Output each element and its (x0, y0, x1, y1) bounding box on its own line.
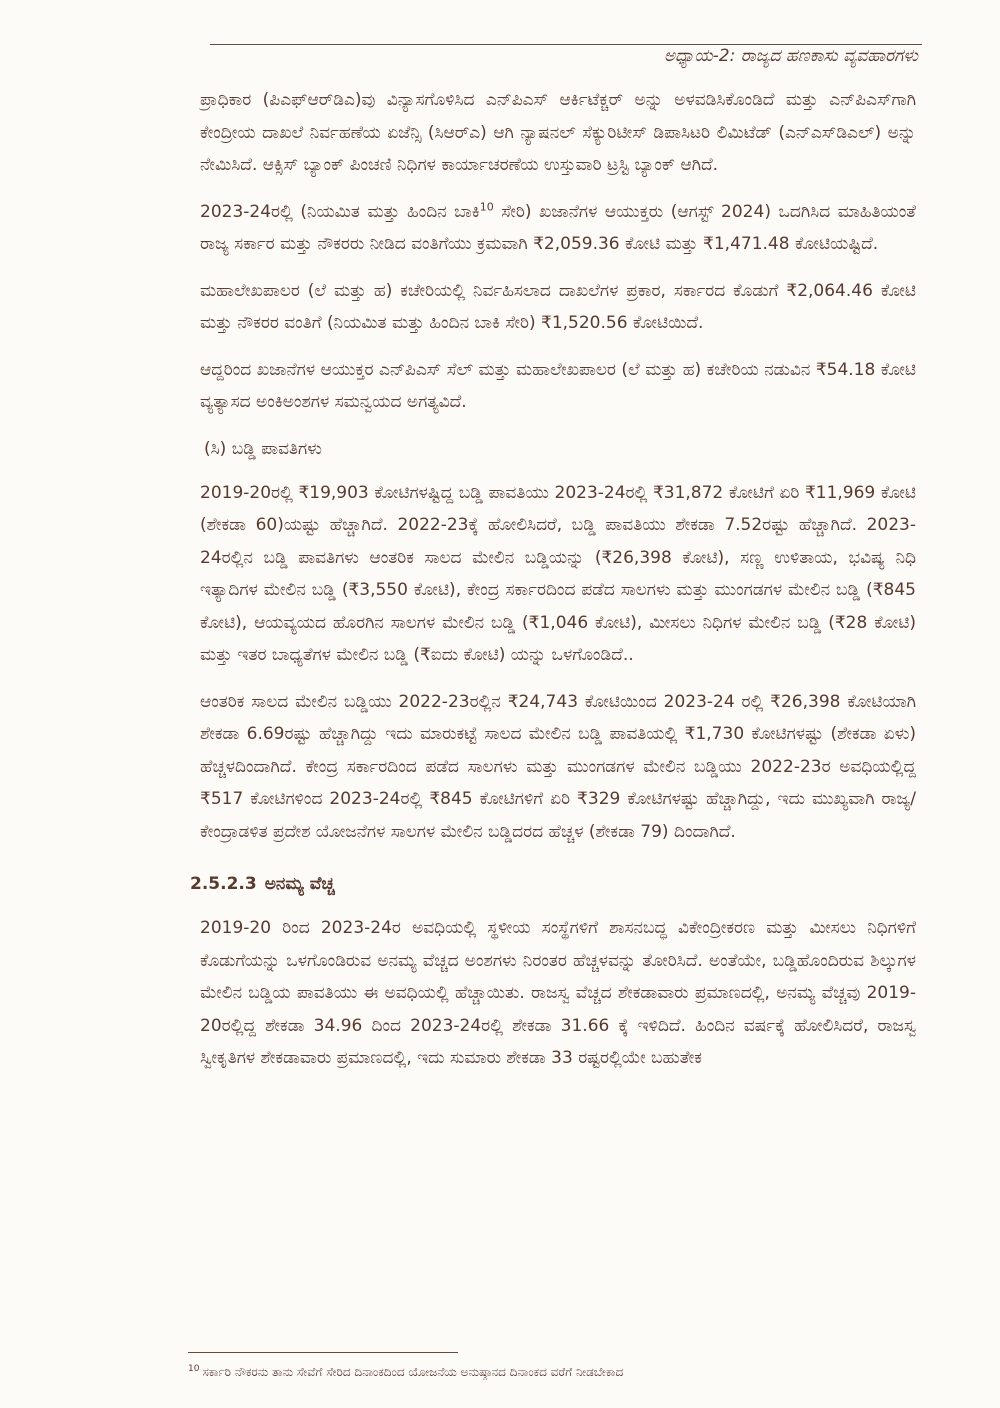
paragraph-committed-expenditure: 2019-20 ರಿಂದ 2023-24ರ ಅವಧಿಯಲ್ಲಿ ಸ್ಥಳೀಯ ಸಂಸ್ಥೆಗಳಿಗೆ ಶಾಸನಬದ್ಧ ವಿಕೇಂದ್ರೀಕರಣ ಮತ್ತು ಮೀಸಲು ನಿಧಿಗಳಿಗೆ ಕೊಡುಗೆಯನ್ನು ಒಳಗೊಂಡಿರುವ ಅನಮ್ಯ ವೆಚ್ಚದ ಅಂಶಗಳು ನಿರಂತರ ಹೆಚ್ಚಳವನ್ನು ತೋರಿಸಿದೆ. ಅಂತೆಯೇ, ಬಡ್ಡಿಹೊಂದಿರುವ ಶಿಲ್ಕುಗಳ ಮೇಲಿನ ಬಡ್ಡಿಯ ಪಾವತಿಯು ಈ ಅವಧಿಯಲ್ಲಿ ಹೆಚ್ಚಾಯಿತು. ರಾಜಸ್ವ ವೆಚ್ಚದ ಶೇಕಡಾವಾರು ಪ್ರಮಾಣದಲ್ಲಿ, ಅನಮ್ಯ ವೆಚ್ಚವು 2019-20ರಲ್ಲಿದ್ದ ಶೇಕಡಾ 34.96 ದಿಂದ 2023-24ರಲ್ಲಿ ಶೇಕಡಾ 31.66 ಕ್ಕೆ ಇಳಿದಿದೆ. ಹಿಂದಿನ ವರ್ಷಕ್ಕೆ ಹೋಲಿಸಿದರೆ, ರಾಜಸ್ವ ಸ್ವೀಕೃತಿಗಳ ಶೇಕಡಾವಾರು ಪ್ರಮಾಣದಲ್ಲಿ, ಇದು ಸುಮಾರು ಶೇಕಡಾ 33 ರಷ್ಟರಲ್ಲಿಯೇ ಬಹುತೇಕ (200, 918, 916, 1068)
paragraph-ag-records: ಮಹಾಲೇಖಪಾಲರ (ಲೆ ಮತ್ತು ಹ) ಕಚೇರಿಯಲ್ಲಿ ನಿರ್ವಹಿಸಲಾದ ದಾಖಲೆಗಳ ಪ್ರಕಾರ, ಸರ್ಕಾರದ ಕೊಡುಗೆ ₹2,064.46 ಕೋಟಿ ಮತ್ತು ನೌಕರರ ವಂತಿಗೆ (ನಿಯಮಿತ ಮತ್ತು ಹಿಂದಿನ ಬಾಕಿ ಸೇರಿ) ₹1,520.56 ಕೋಟಿಯಿದೆ. (200, 280, 916, 333)
section-number: 2.5.2.3 (190, 874, 257, 894)
sub-heading-interest-payments: (ಸಿ) ಬಡ್ಡಿ ಪಾವತಿಗಳು (204, 438, 322, 459)
footnote-marker: 10 (188, 1364, 200, 1374)
footnote-text: ಸರ್ಕಾರಿ ನೌಕರನು ತಾನು ಸೇವೆಗೆ ಸೇರಿದ ದಿನಾಂಕದಿಂದ ಯೋಜನೆಯ ಅನುಷ್ಠಾನದ ದಿನಾಂಕದ ವರೆಗೆ ನೀಡಬೇಕಾದ (202, 1365, 624, 1379)
footnote-rule (188, 1352, 458, 1353)
paragraph-internal-debt-interest: ಆಂತರಿಕ ಸಾಲದ ಮೇಲಿನ ಬಡ್ಡಿಯು 2022-23ರಲ್ಲಿನ ₹24,743 ಕೋಟಿಯಿಂದ 2023-24 ರಲ್ಲಿ ₹26,398 ಕೋಟಿಯಾಗಿ ಶೇಕಡಾ 6.69ರಷ್ಟು ಹೆಚ್ಚಾಗಿದ್ದು ಇದು ಮಾರುಕಟ್ಟೆ ಸಾಲದ ಮೇಲಿನ ಬಡ್ಡಿ ಪಾವತಿಯಲ್ಲಿ ₹1,730 ಕೋಟಿಗಳಷ್ಟು (ಶೇಕಡಾ ಏಳು) ಹೆಚ್ಚಳದಿಂದಾಗಿದೆ. ಕೇಂದ್ರ ಸರ್ಕಾರದಿಂದ ಪಡೆದ ಸಾಲಗಳು ಮತ್ತು ಮುಂಗಡಗಳ ಮೇಲಿನ ಬಡ್ಡಿಯು 2022-23ರ ಅವಧಿಯಲ್ಲಿದ್ದ ₹517 ಕೋಟಿಗಳಿಂದ 2023-24ರಲ್ಲಿ ₹845 ಕೋಟಿಗಳಿಗೆ ಏರಿ ₹329 ಕೋಟಿಗಳಷ್ಟು ಹೆಚ್ಚಾಗಿದ್ದು, ಇದು ಮುಖ್ಯವಾಗಿ ರಾಜ್ಯ/ಕೇಂದ್ರಾಡಳಿತ ಪ್ರದೇಶ ಯೋಜನೆಗಳ ಸಾಲಗಳ ಮೇಲಿನ ಬಡ್ಡಿದರದ ಹೆಚ್ಚಳ (ಶೇಕಡಾ 79) ದಿಂದಾಗಿದೆ. (200, 691, 916, 842)
section-heading (190, 868, 916, 900)
footnote-reference[interactable]: 10 (479, 199, 494, 213)
paragraph-treasury-contribution (200, 196, 916, 261)
running-head: ಅಧ್ಯಾಯ-2: ರಾಜ್ಯದ ಹಣಕಾಸು ವ್ಯವಹಾರಗಳು (663, 46, 918, 66)
section-title: ಅನಮ್ಯ ವೆಚ್ಚ (264, 874, 335, 894)
footnote (188, 1364, 908, 1380)
paragraph-interest-payments: 2019-20ರಲ್ಲಿ ₹19,903 ಕೋಟಿಗಳಷ್ಟಿದ್ದ ಬಡ್ಡಿ ಪಾವತಿಯು 2023-24ರಲ್ಲಿ ₹31,872 ಕೋಟಿಗೆ ಏರಿ ₹11,969 ಕೋಟಿ (ಶೇಕಡಾ 60)ಯಷ್ಟು ಹೆಚ್ಚಾಗಿದೆ. 2022-23ಕ್ಕೆ ಹೋಲಿಸಿದರೆ, ಬಡ್ಡಿ ಪಾವತಿಯು ಶೇಕಡಾ 7.52ರಷ್ಟು ಹೆಚ್ಚಾಗಿದೆ. 2023-24ರಲ್ಲಿನ ಬಡ್ಡಿ ಪಾವತಿಗಳು ಆಂತರಿಕ ಸಾಲದ ಮೇಲಿನ ಬಡ್ಡಿಯನ್ನು (₹26,398 ಕೋಟಿ), ಸಣ್ಣ ಉಳಿತಾಯ, ಭವಿಷ್ಯ ನಿಧಿ ಇತ್ಯಾದಿಗಳ ಮೇಲಿನ ಬಡ್ಡಿ (₹3,550 ಕೋಟಿ), ಕೇಂದ್ರ ಸರ್ಕಾರದಿಂದ ಪಡೆದ ಸಾಲಗಳು ಮತ್ತು ಮುಂಗಡಗಳ ಮೇಲಿನ ಬಡ್ಡಿ (₹845 ಕೋಟಿ), ಆಯವ್ಯಯದ ಹೊರಗಿನ ಸಾಲಗಳ ಮೇಲಿನ ಬಡ್ಡಿ (₹1,046 ಕೋಟಿ), ಮೀಸಲು ನಿಧಿಗಳ ಮೇಲಿನ ಬಡ್ಡಿ (₹28 ಕೋಟಿ) ಮತ್ತು ಇತರ ಬಾಧ್ಯತೆಗಳ ಮೇಲಿನ ಬಡ್ಡಿ (₹ಐದು ಕೋಟಿ) ಯನ್ನು ಒಳಗೊಂಡಿದೆ.. (200, 482, 916, 665)
paragraph-text: 2023-24ರಲ್ಲಿ (ನಿಯಮಿತ ಮತ್ತು ಹಿಂದಿನ ಬಾಕಿ (200, 201, 480, 222)
paragraph-reconciliation: ಆದ್ದರಿಂದ ಖಜಾನೆಗಳ ಆಯುಕ್ತರ ಎನ್‌ಪಿಎಸ್ ಸೆಲ್ ಮತ್ತು ಮಹಾಲೇಖಪಾಲರ (ಲೆ ಮತ್ತು ಹ) ಕಚೇರಿಯ ನಡುವಿನ ₹54.18 ಕೋಟಿ ವ್ಯತ್ಯಾಸದ ಅಂಕಿಅಂಶಗಳ ಸಮನ್ವಯದ ಅಗತ್ಯವಿದೆ. (200, 359, 916, 412)
page-body (190, 84, 916, 1089)
paragraph-nps-architecture: ಪ್ರಾಧಿಕಾರ (ಪಿಎಫ್‌ಆರ್‌ಡಿಎ)ವು ವಿನ್ಯಾಸಗೊಳಿಸಿದ ಎನ್‌ಪಿಎಸ್ ಆರ್ಕಿಟೆಕ್ಚರ್ ಅನ್ನು ಅಳವಡಿಸಿಕೊಂಡಿದೆ ಮತ್ತು ಎನ್‌ಪಿಎಸ್‌ಗಾಗಿ ಕೇಂದ್ರೀಯ ದಾಖಲೆ ನಿರ್ವಹಣೆಯ ಏಜೆನ್ಸಿ (ಸಿಆರ್‌ಎ) ಆಗಿ ನ್ಯಾಷನಲ್ ಸೆಕ್ಯುರಿಟೀಸ್ ಡಿಪಾಸಿಟರಿ ಲಿಮಿಟೆಡ್ (ಎನ್‌ಎಸ್‌ಡಿಎಲ್) ಅನ್ನು ನೇಮಿಸಿದೆ. ಆಕ್ಸಿಸ್ ಬ್ಯಾಂಕ್ ಪಿಂಚಣಿ ನಿಧಿಗಳ ಕಾರ್ಯಾಚರಣೆಯ ಉಸ್ತುವಾರಿ ಟ್ರಸ್ಟಿ ಬ್ಯಾಂಕ್ ಆಗಿದೆ. (200, 90, 916, 175)
header-rule (210, 44, 922, 45)
paragraph-text: ಸೇರಿ) ಖಜಾನೆಗಳ ಆಯುಕ್ತರು (ಆಗಸ್ಟ್ 2024) ಒದಗಿಸಿದ ಮಾಹಿತಿಯಂತೆ ರಾಜ್ಯ ಸರ್ಕಾರ ಮತ್ತು ನೌಕರರು ನೀಡಿದ ವಂತಿಗೆಯು ಕ್ರಮವಾಗಿ ₹2,059.36 ಕೋಟಿ ಮತ್ತು ₹1,471.48 ಕೋಟಿಯಷ್ಟಿದೆ. (200, 201, 916, 254)
